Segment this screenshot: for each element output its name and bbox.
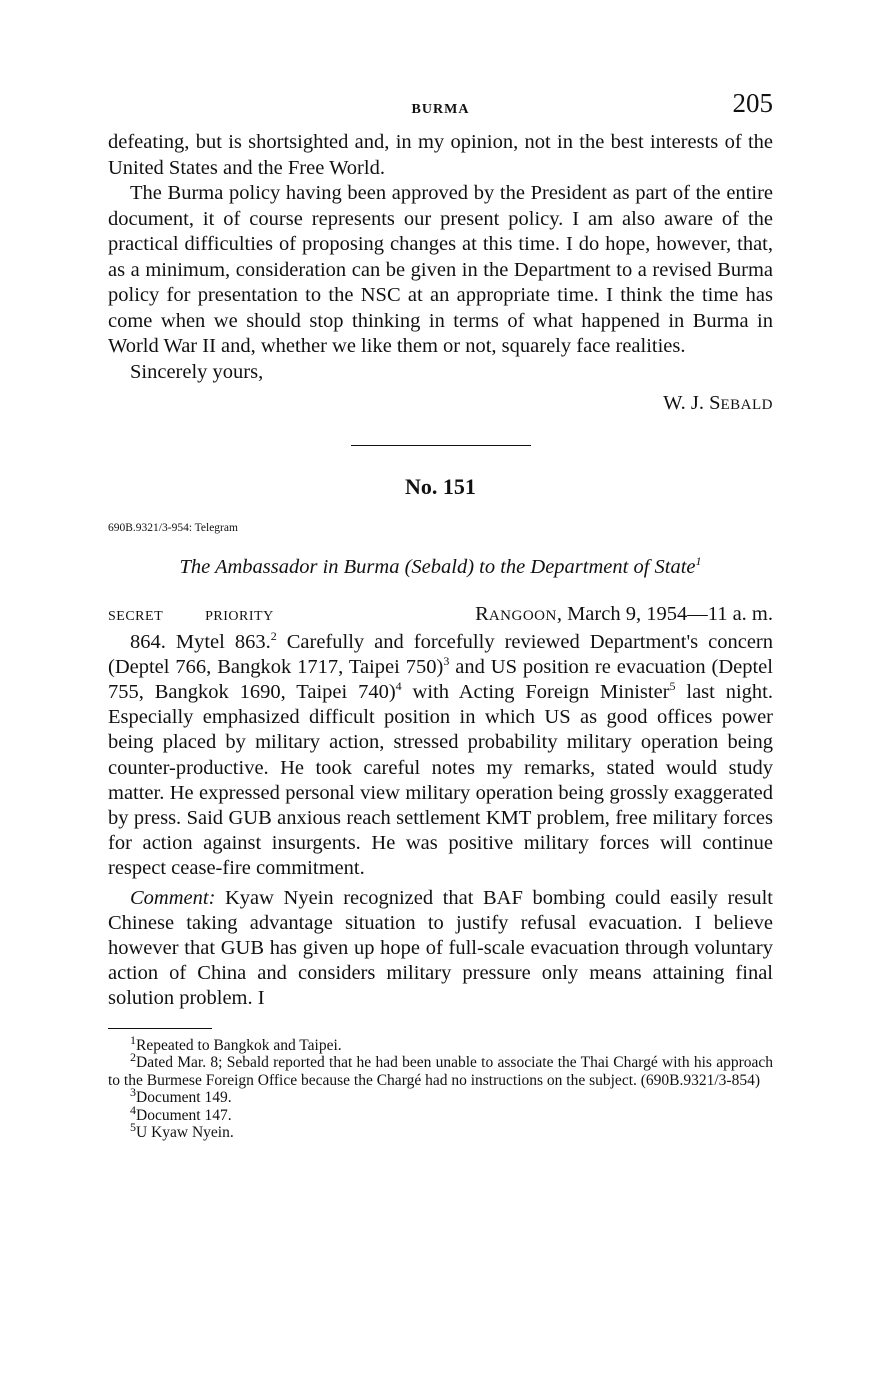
section-divider — [351, 445, 531, 446]
priority-label: PRIORITY — [205, 608, 274, 624]
footnote: $^5$U Kyaw Nyein. — [130, 1119, 234, 1142]
page-number: 205 — [732, 88, 773, 118]
page-header — [108, 88, 773, 124]
running-head: BURMA — [411, 102, 470, 117]
comment-label: Comment: — [130, 886, 216, 909]
footnote-divider — [108, 1028, 212, 1029]
footnote: $^1$Repeated to Bangkok and Taipei. — [130, 1032, 342, 1054]
document-title: The Ambassador in Burma (Sebald) to the Department of State$^1$ — [179, 553, 702, 578]
letter-signature: W. J. SEBALD — [663, 392, 773, 414]
classification-label: SECRET — [108, 608, 164, 624]
dateline-row — [108, 603, 773, 626]
telegram-body — [108, 630, 773, 1012]
footnote-marker: 1 — [695, 553, 702, 568]
document-page — [108, 88, 773, 1142]
document-number: No. 151 — [405, 473, 476, 499]
letter-closing: Sincerely yours, — [130, 360, 264, 383]
footnote: $^4$Document 147. — [130, 1102, 232, 1124]
footnotes — [108, 1032, 773, 1142]
telegram-paragraph: Comment: Kyaw Nyein recognized that BAF bombing could easily result Chinese taking advantage situation to justify refusal evacuation. I believe however that GUB has given up hope of full-scale evacuation through voluntary action of China and considers military pressure only means attaining final solution problem. I — [108, 886, 773, 1010]
letter-paragraph: defeating, but is shortsighted and, in my opinion, not in the best interests of the United States and the Free World. — [108, 131, 773, 179]
file-reference: 690B.9321/3-954: Telegram — [108, 521, 238, 534]
letter-body — [108, 130, 773, 385]
footnote: $^3$Document 149. — [130, 1084, 232, 1107]
letter-paragraph: The Burma policy having been approved by the President as part of the entire document, it of course represents our present policy. I am also aware of the practical difficulties of proposing changes at this time. I do hope, however, that, as a minimum, consideration can be given in the Department to a revised Burma policy for presentation to the NSC at an appropriate time. I think the time has come when we should stop thinking in terms of what happened in Burma in World War II and, whether we like them or not, squarely face realities. — [108, 182, 773, 357]
footnote: $^2$Dated Mar. 8; Sebald reported that he had been unable to associate the Thai Chargé with his approach to the Burmese Foreign Office because the Chargé had no instructions on the subject. (690B.9321/3-854) — [108, 1049, 773, 1089]
dateline: RANGOON, March 9, 1954—11 a. m. — [475, 602, 773, 625]
telegram-paragraph: 864. Mytel 863.$^2$ Carefully and forcefully reviewed Department's concern (Deptel 766, Bangkok 1717, Taipei 750)$^3$ and US position re evacuation (Deptel 755, Bangkok 1690, Taipei 740)$^4$ with Acting Foreign Minister$^5$ last night. Especially emphasized difficult position in which US as good offices power being placed by military action, stressed probability military operation being counter-productive. He took careful notes my remarks, stated would study matter. He expressed personal view military operation being grossly exaggerated by press. Said GUB anxious reach settlement KMT problem, free military forces for action against insurgents. He was positive military forces will continue respect cease-fire commitment. — [108, 628, 774, 880]
